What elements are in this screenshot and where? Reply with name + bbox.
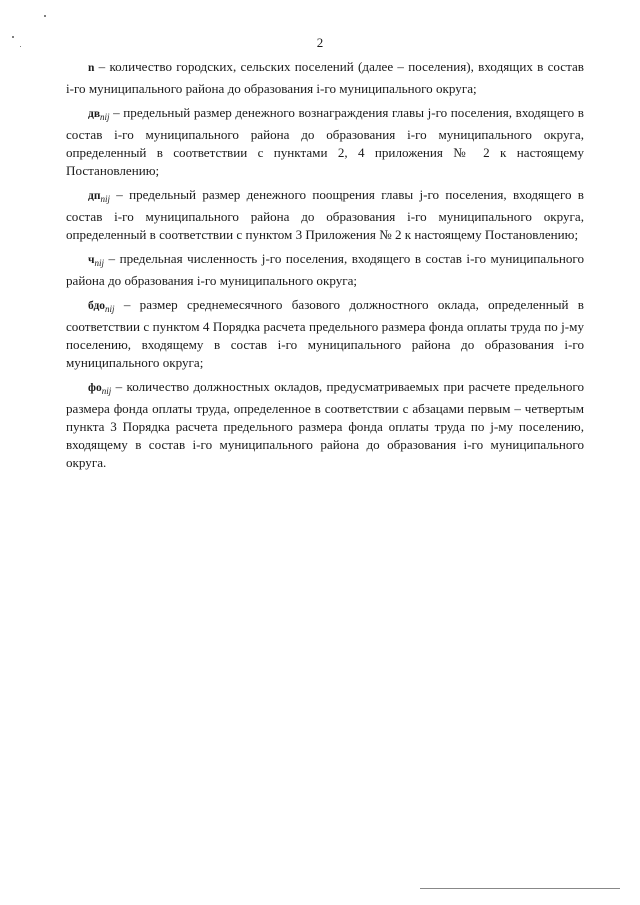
definition-text: – предельный размер денежного поощрения главы j-го поселения, входящего в состав i-го муниципального района до образования i-го муниципального округа, определенный в соответствии с пунктом 3 Приложения № 2 к настоящему Постановлению; — [66, 187, 584, 242]
definition-text: – количество городских, сельских поселений (далее – поселения), входящих в состав i-го муниципального района до образования i-го муниципального округа; — [66, 59, 584, 96]
definition-n — [66, 58, 584, 98]
symbol-subscript: пij — [101, 386, 112, 396]
page-number: 2 — [316, 35, 324, 50]
definition-text: – предельная численность j-го поселения, входящего в состав i-го муниципального района до образования i-го муниципального округа; — [66, 251, 584, 288]
scan-speck — [44, 15, 46, 17]
symbol: фо — [88, 382, 102, 394]
scan-speck — [12, 36, 14, 38]
symbol-subscript: пij — [100, 194, 110, 204]
symbol: n — [88, 62, 95, 74]
definition-text: – размер среднемесячного базового должностного оклада, определенный в соответствии с пунктом 4 Порядка расчета предельного размера фонда оплаты труда по j-му поселению, входящему в состав i-го муниципального района до образования i-го муниципального округа; — [66, 297, 584, 370]
definitions-list — [66, 58, 584, 478]
symbol-subscript: пij — [100, 112, 110, 122]
definition-text: – количество должностных окладов, предусматриваемых при расчете предельного размера фонда оплаты труда, определенное в соответствии с абзацами первым – четвертым пункта 3 Порядка расчета предельного размера фонда оплаты труда по j-му поселению, входящему в состав i-го муниципального района до образования i-го муниципального округа. — [66, 379, 584, 470]
definition-bdo — [66, 296, 584, 372]
definition-ch — [66, 250, 584, 290]
definition-dp — [66, 186, 584, 244]
symbol-subscript: пij — [94, 258, 105, 268]
definition-fo — [66, 378, 584, 472]
definition-text: – предельный размер денежного вознаграждения главы j-го поселения, входящего в состав i-го муниципального района до образования i-го муниципального округа, определенный в соответствии с пунктами 2, 4 приложения № 2 к настоящему Постановлению; — [66, 105, 584, 178]
scan-edge-line — [420, 888, 620, 889]
scan-speck — [20, 46, 21, 47]
definition-dv — [66, 104, 584, 180]
symbol: ч — [88, 254, 95, 266]
symbol: бдо — [88, 300, 106, 312]
symbol: дп — [88, 190, 101, 202]
symbol: дв — [88, 108, 101, 120]
symbol-subscript: пij — [105, 304, 115, 314]
